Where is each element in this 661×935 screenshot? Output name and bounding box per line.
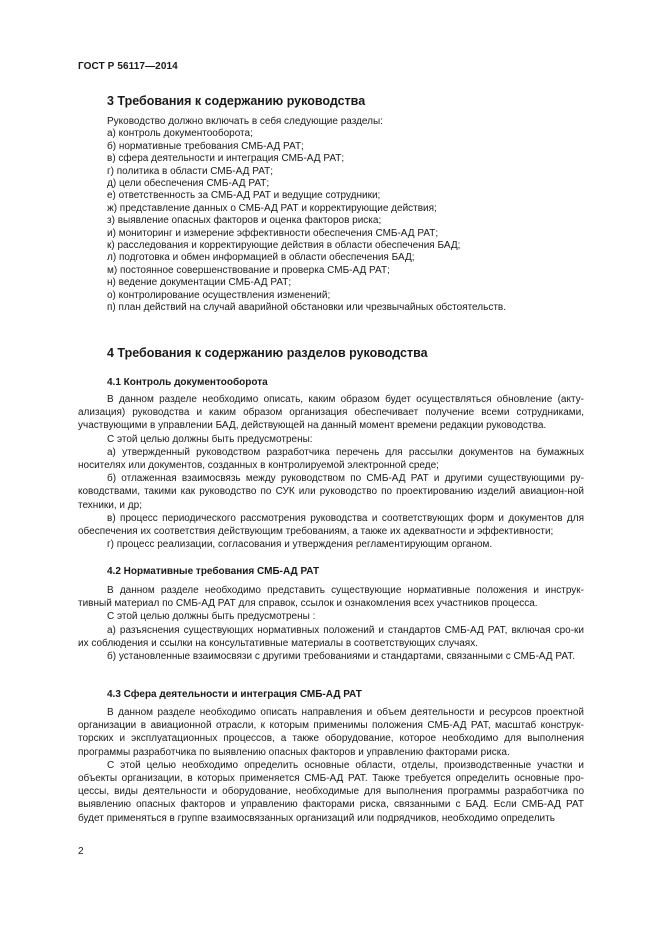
list-item: п) план действий на случай аварийной обстановки или чрезвычайных обстоятельств. <box>107 302 507 314</box>
paragraph: В данном разделе необходимо описать, каким образом будет осуществляться обновление (акту-ализация) руководства и каким образом организация обеспечивает получение всеми сотрудниками, участвующими в управлении БАД, действующей на данный момент времени редакции руководства. <box>78 394 584 432</box>
list-item: е) ответственность за СМБ-АД РАТ и ведущие сотрудники; <box>107 190 381 202</box>
list-item: д) цели обеспечения СМБ-АД РАТ; <box>107 178 270 190</box>
paragraph: б) отлаженная взаимосвязь между руководством по СМБ-АД РАТ и другими существующими ру-ководствами, такими как руководство по СУК или руководство по проектированию изделий авиацион-ной техники, и др; <box>78 473 584 511</box>
section-3-list <box>107 116 587 315</box>
paragraph: в) процесс периодического рассмотрения руководства и соответствующих форм и документов для обеспечения их соответствия действующим требованиям, а также их адекватности и эффективности; <box>78 512 584 538</box>
paragraph: а) разъяснения существующих нормативных положений и стандартов СМБ-АД РАТ, включая сро-ки их соблюдения и ссылки на консультативные материалы в соответствующих случаях. <box>78 624 584 649</box>
section-4-title: 4 Требования к содержанию разделов руководства <box>107 346 428 360</box>
list-item: г) политика в области СМБ-АД РАТ; <box>107 165 273 177</box>
list-item: з) выявление опасных факторов и оценка факторов риска; <box>107 215 382 227</box>
paragraph: С этой целью должны быть предусмотрены: <box>107 433 313 445</box>
paragraph: В данном разделе необходимо описать направления и объем деятельности и ресурсов проектной организации в авиационной отрасли, к которым применимы положения СМБ-АД РАТ, масштаб конструк-торских и эксплуатационных процессов, а также оборудование, которое необходимо для выполнения программы разработчика по выявлению опасных факторов и управлению факторами риска. <box>78 707 584 758</box>
subsection-4-3-body <box>78 706 584 825</box>
subsection-4-1-body <box>78 393 584 551</box>
list-item: а) контроль документооборота; <box>107 128 253 140</box>
page-number: 2 <box>78 846 84 857</box>
list-item: о) контролирование осуществления изменений; <box>107 289 331 301</box>
list-item: к) расследования и корректирующие действия в области обеспечения БАД; <box>107 240 461 252</box>
list-item: ж) представление данных о СМБ-АД РАТ и корректирующие действия; <box>107 202 437 214</box>
paragraph: б) установленные взаимосвязи с другими требованиями и стандартами, связанными с СМБ-АД РАТ. <box>107 651 576 663</box>
section-3-intro: Руководство должно включать в себя следующие разделы: <box>107 116 383 127</box>
paragraph: С этой целью необходимо определить основные области, отделы, производственные участки и объекты организации, в которых применяется СМБ-АД РАТ. Также требуется определить основные про-цессы, виды деятельности и оборудование, необходимые для выполнения программы разработчика по выявлению опасных факторов и управлению факторами риска, связанными с БАД. Если СМБ-АД РАТ будет применяться в группе взаимосвязанных организаций или подрядчиков, необходимо определить <box>78 759 584 824</box>
list-item: и) мониторинг и измерение эффективности обеспечения СМБ-АД РАТ; <box>107 227 439 239</box>
subsection-4-2-body <box>78 584 584 663</box>
paragraph: а) утвержденный руководством разработчика перечень для рассылки документов на бумажных носителях или документов, созданных в контролируемой электронной среде; <box>78 446 584 472</box>
section-3-title: 3 Требования к содержанию руководства <box>107 94 366 108</box>
subsection-4-2-title: 4.2 Нормативные требования СМБ-АД РАТ <box>107 566 320 577</box>
subsection-4-3-title: 4.3 Сфера деятельности и интеграция СМБ-АД РАТ <box>107 689 362 700</box>
subsection-4-1-title: 4.1 Контроль документооборота <box>107 377 268 388</box>
list-item: м) постоянное совершенствование и проверка СМБ-АД РАТ; <box>107 264 390 276</box>
list-item: н) ведение документации СМБ-АД РАТ; <box>107 277 292 289</box>
document-header: ГОСТ Р 56117—2014 <box>78 61 178 72</box>
list-item: в) сфера деятельности и интеграция СМБ-АД РАТ; <box>107 153 345 165</box>
paragraph: С этой целью должны быть предусмотрены : <box>107 611 316 623</box>
list-item: б) нормативные требования СМБ-АД РАТ; <box>107 140 304 152</box>
paragraph: г) процесс реализации, согласования и утверждения регламентирующим органом. <box>107 539 493 551</box>
list-item: л) подготовка и обмен информацией в области обеспечения БАД; <box>107 252 415 264</box>
paragraph: В данном разделе необходимо представить существующие нормативные положения и инструк-тивный материал по СМБ-АД РАТ для справок, ссылок и ознакомления всех участников процесса. <box>78 585 584 610</box>
